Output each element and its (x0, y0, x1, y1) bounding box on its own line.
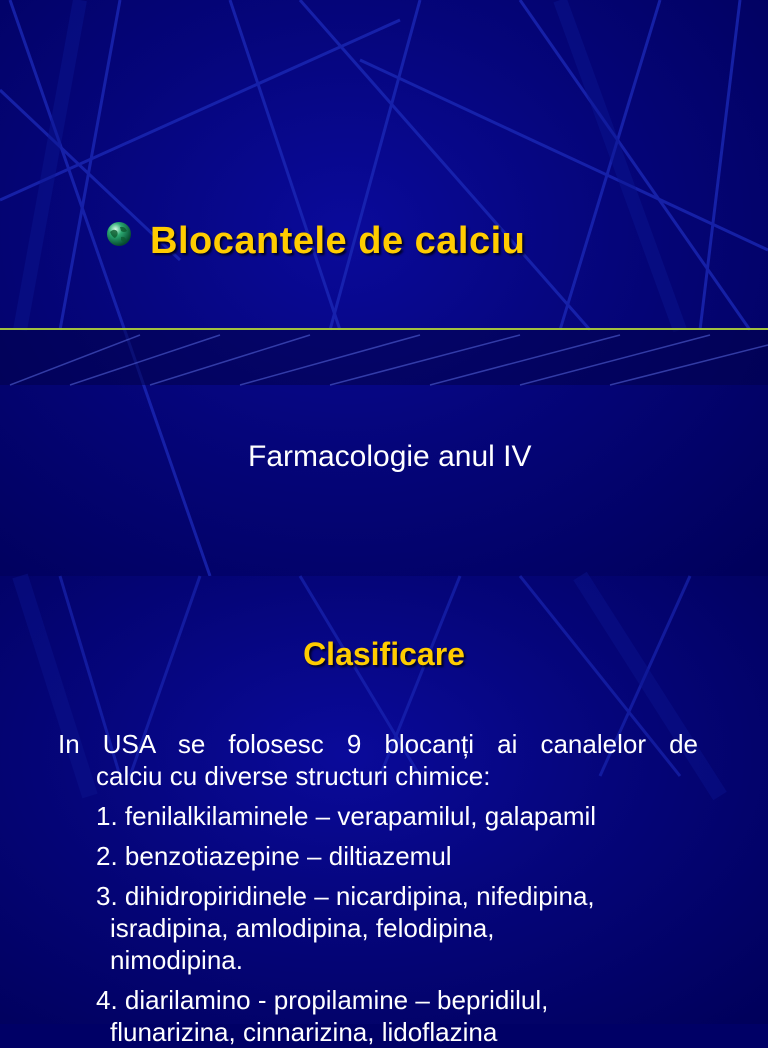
classification-slide (0, 576, 768, 1047)
globe-icon (104, 219, 134, 249)
list-item-text: flunarizina, cinnarizina, lidoflazina (110, 1017, 498, 1047)
list-item-text: 1. fenilalkilaminele – verapamilul, galapamil (96, 801, 597, 831)
slide-title: Blocantele de calciu (150, 220, 526, 262)
list-item (58, 880, 698, 976)
intro-line: In USA se folosesc 9 blocanți ai canalelor de (58, 729, 698, 759)
list-item-text: isradipina, amlodipina, felodipina, (110, 913, 495, 943)
list-item-text: 3. dihidropiridinele – nicardipina, nifedipina, (96, 881, 595, 911)
list-item (58, 984, 698, 1048)
intro-paragraph (58, 728, 698, 792)
list-item (58, 840, 698, 872)
section-title: Clasificare (303, 636, 465, 672)
list-item-text: 4. diarilamino - propilamine – bepridilul, (96, 985, 549, 1015)
classification-list (58, 728, 698, 1048)
list-item-text: nimodipina. (110, 945, 243, 975)
intro-line: calciu cu diverse structuri chimice: (96, 761, 491, 791)
list-item (58, 800, 698, 832)
slide-subtitle: Farmacologie anul IV (248, 440, 532, 473)
list-item-text: 2. benzotiazepine – diltiazemul (96, 841, 452, 871)
